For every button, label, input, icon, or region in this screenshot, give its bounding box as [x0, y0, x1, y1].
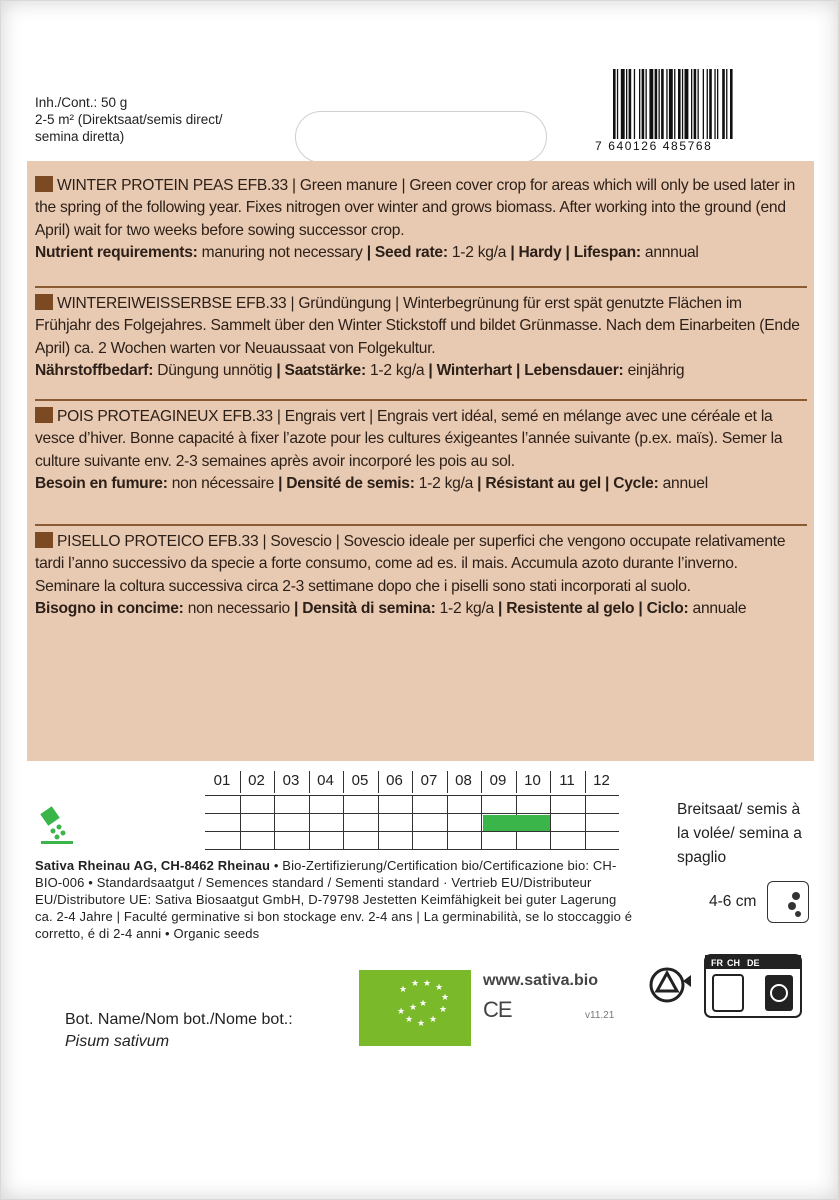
attr-key: | Densità di semina:	[294, 600, 436, 618]
eu-star: ★	[435, 982, 444, 992]
section-title: WINTEREIWEISSERBSE EFB.33	[57, 295, 287, 312]
attr-value: non necessario	[183, 600, 295, 618]
recycle-label-de: DE	[747, 958, 760, 968]
attr-value: annuel	[658, 475, 708, 493]
section-title: POIS PROTEAGINEUX EFB.33	[57, 408, 273, 425]
coverage-area-line1: 2-5 m² (Direktsaat/semis direct/	[35, 112, 223, 127]
eu-star: ★	[397, 1006, 406, 1016]
botanical-label: Bot. Name/Nom bot./Nome bot.:	[65, 1011, 293, 1028]
month-separator	[481, 771, 482, 793]
month-separator	[585, 771, 586, 793]
version-label: v11.21	[585, 1010, 615, 1021]
calendar-row-line	[205, 849, 619, 850]
hanger-slot	[295, 111, 547, 163]
botanical-name	[65, 1009, 293, 1053]
attr-key: Nutrient requirements:	[35, 244, 198, 262]
eu-star: ★	[409, 1002, 418, 1012]
month-label: 12	[593, 772, 610, 789]
month-separator	[412, 771, 413, 793]
company-info	[35, 857, 635, 942]
company-details: • Bio-Zertifizierung/Certification bio/Certificazione bio: CH-BIO-006 • Standardsaatgut / Semences standard / Sementi standard · Vertrieb EU/Distributeur EU/Distributore UE: Sativa Biosaatgut GmbH, D-79798 Jestetten Keimfähigkeit bei guter Lagerung ca. 2-4 Jahre | Faculté germinative si bon stockage env. 2-4 ans | La germinabilità, se lo stoccaggio é corretto, é di 2-4 anni • Organic seeds	[35, 858, 633, 941]
botanical-species: Pisum sativum	[65, 1033, 170, 1050]
month-label: 09	[489, 772, 507, 789]
attr-value: non nécessaire	[167, 475, 279, 493]
attr-value: annuale	[688, 600, 747, 618]
month-separator	[343, 771, 344, 793]
section-text: | Sovescio | Sovescio ideale per superfici che vengono occupate relativamente tardi l’anno successivo da specie a forte consumo, come ad es. il mais. Accumula azoto durante l’inverno. Seminare la coltura successiva circa 2-3 settimane dopo che i piselli sono stati incorporati al suolo.	[35, 533, 786, 595]
month-label: 06	[386, 772, 403, 789]
section-text: | Green manure | Green cover crop for areas which will only be used later in the spring of the following year. Fixes nitrogen over winter and grows biomass. After working into the ground (end April) wait for two weeks before sowing successor crop.	[35, 177, 796, 239]
section-german	[35, 293, 801, 383]
attr-key: | Lifespan:	[565, 244, 641, 262]
ce-mark-icon: CE	[483, 997, 512, 1022]
month-label: 04	[317, 772, 334, 789]
attr-value: 1-2 kg/a	[414, 475, 478, 493]
month-separator	[309, 771, 310, 793]
attr-key: Besoin en fumure:	[35, 475, 168, 493]
calendar-col-line	[274, 795, 275, 849]
attr-key: | Hardy	[510, 244, 566, 262]
section-text: | Engrais vert | Engrais vert idéal, semé en mélange avec une céréale et la vesce d’hiver. Bonne capacité à fixer l’azote pour les cultures éxigeantes l’année suivante (p.ex. maïs). Semer la culture suivante env. 2-3 semaines après avoir incorporé les pois au sol.	[35, 408, 783, 470]
calendar-col-line	[412, 795, 413, 849]
month-label: 01	[213, 772, 231, 789]
sowing-period-bar	[483, 815, 550, 831]
section-marker-icon	[35, 294, 53, 310]
calendar-col-line	[585, 795, 586, 849]
sowing-depth: 4-6 cm	[709, 893, 757, 910]
month-separator	[516, 771, 517, 793]
attr-key: | Winterhart	[428, 362, 517, 380]
calendar-col-line	[378, 795, 379, 849]
calendar-col-line	[309, 795, 310, 849]
section-text: | Gründüngung | Winterbegrünung für erst spät genutzte Flächen im Frühjahr des Folgejahres. Sammelt über den Winter Stickstoff und bildet Grünmasse. Nach dem Einarbeiten (Ende April) ca. 2 Wochen warten vor Neuaussaat von Folgekultur.	[35, 295, 800, 357]
barcode-icon	[613, 69, 771, 139]
attr-value: Düngung unnötig	[153, 362, 277, 380]
month-label: 11	[559, 772, 575, 789]
attr-key: Nährstoffbedarf:	[35, 362, 154, 380]
month-label: 05	[351, 772, 369, 789]
company-name: Sativa Rheinau AG, CH-8462 Rheinau	[35, 858, 271, 873]
month-label: 02	[248, 772, 265, 789]
eu-star: ★	[417, 1018, 426, 1028]
section-divider	[35, 399, 807, 401]
attr-key: | Densité de semis:	[278, 475, 415, 493]
attr-value: einjährig	[623, 362, 685, 380]
content-weight: Inh./Cont.: 50 g	[35, 95, 128, 110]
recycle-label-fr: FR	[711, 958, 723, 968]
recycling-info-icon	[647, 951, 807, 1021]
section-marker-icon	[35, 176, 53, 192]
eu-star: ★	[439, 1004, 448, 1014]
attr-key: | Resistente al gelo	[498, 600, 639, 618]
month-separator	[240, 771, 241, 793]
calendar-col-line	[550, 795, 551, 849]
calendar-col-line	[240, 795, 241, 849]
calendar-col-line	[343, 795, 344, 849]
eu-star: ★	[411, 978, 420, 988]
eu-star: ★	[429, 1014, 438, 1024]
section-marker-icon	[35, 407, 53, 423]
attr-key: | Lebensdauer:	[516, 362, 624, 380]
eu-star: ★	[441, 992, 450, 1002]
coverage-area-line2: semina diretta)	[35, 129, 125, 144]
website-link[interactable]: www.sativa.bio	[483, 972, 598, 989]
attr-key: | Saatstärke:	[276, 362, 366, 380]
calendar-col-line	[481, 795, 482, 849]
attr-value: 1-2 kg/a	[435, 600, 499, 618]
month-separator	[378, 771, 379, 793]
section-french	[35, 406, 801, 496]
attr-value: 1-2 kg/a	[365, 362, 429, 380]
barcode-number: 7 640126 485768	[595, 139, 713, 153]
month-separator	[447, 771, 448, 793]
section-italian	[35, 531, 801, 621]
content-info	[35, 94, 223, 145]
calendar-col-line	[447, 795, 448, 849]
attr-key: | Ciclo:	[638, 600, 689, 618]
attr-key: | Résistant au gel	[477, 475, 606, 493]
sowing-method: Breitsaat/ semis à la volée/ semina a spaglio	[677, 801, 802, 866]
section-title: WINTER PROTEIN PEAS EFB.33	[57, 177, 288, 194]
eu-star: ★	[419, 998, 428, 1008]
month-separator	[550, 771, 551, 793]
eu-star: ★	[405, 1014, 414, 1024]
recycle-label-ch: CH	[727, 958, 740, 968]
month-label: 03	[282, 772, 300, 789]
attr-key: | Cycle:	[605, 475, 659, 493]
month-label: 07	[420, 772, 438, 789]
seed-depth-icon	[767, 881, 809, 923]
attr-key: | Seed rate:	[366, 244, 448, 262]
eu-organic-logo-icon	[359, 970, 471, 1046]
month-separator	[274, 771, 275, 793]
section-title: PISELLO PROTEICO EFB.33	[57, 533, 259, 550]
section-divider	[35, 286, 807, 288]
attr-value: 1-2 kg/a	[447, 244, 511, 262]
eu-star: ★	[423, 978, 432, 988]
section-english	[35, 175, 801, 265]
seed-sowing-icon	[37, 801, 77, 845]
section-marker-icon	[35, 532, 53, 548]
description-panel	[27, 161, 814, 761]
month-label: 10	[524, 772, 541, 789]
month-label: 08	[455, 772, 472, 789]
section-divider	[35, 524, 807, 526]
attr-key: Bisogno in concime:	[35, 600, 184, 618]
eu-star: ★	[399, 984, 408, 994]
attr-value: manuring not necessary	[197, 244, 367, 262]
attr-value: annnual	[640, 244, 699, 262]
